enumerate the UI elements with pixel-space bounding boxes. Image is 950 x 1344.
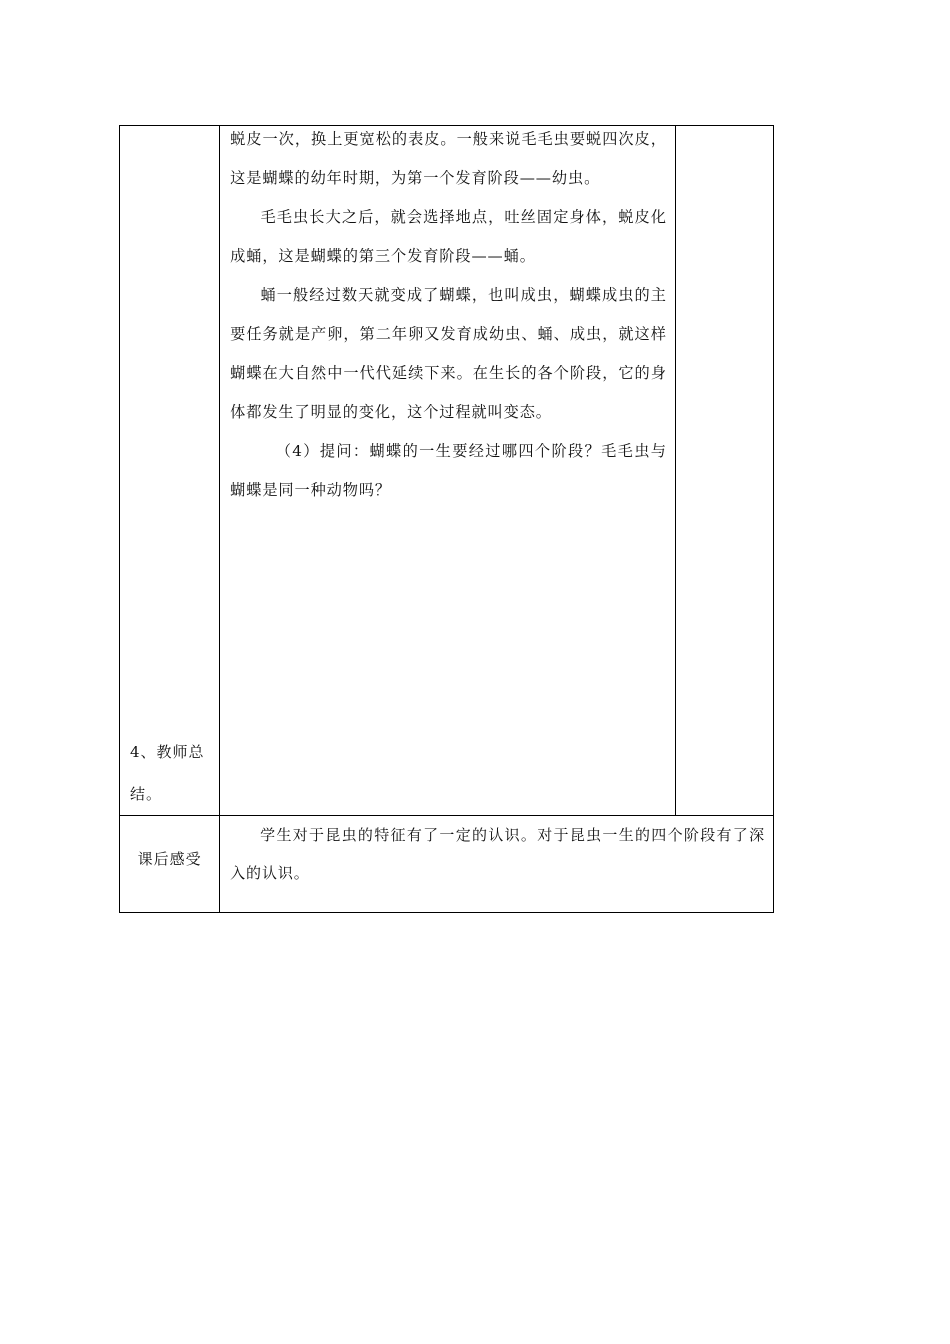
reflection-text: 学生对于昆虫的特征有了一定的认识。对于昆虫一生的四个阶段有了深入的认识。 (230, 826, 765, 882)
lesson-content-cell (220, 126, 676, 816)
content-paragraph-question: （4）提问：蝴蝶的一生要经过哪四个阶段？毛毛虫与蝴蝶是同一种动物吗？ (230, 442, 667, 499)
content-paragraph-larva: 蜕皮一次，换上更宽松的表皮。一般来说毛毛虫要蜕四次皮，这是蝴蝶的幼年时期，为第一个发育阶段——幼虫。 (230, 130, 667, 187)
lesson-plan-table (119, 125, 774, 913)
reflection-row (120, 816, 774, 913)
notes-cell (675, 126, 773, 816)
reflection-content-cell (220, 816, 774, 913)
content-paragraph-pupa: 毛毛虫长大之后，就会选择地点，吐丝固定身体，蜕皮化成蛹，这是蝴蝶的第三个发育阶段——蛹。 (230, 208, 667, 265)
teacher-summary-label: 4、教师总结。 (130, 743, 205, 803)
teaching-process-row (120, 126, 774, 816)
step-label-cell (120, 126, 220, 816)
reflection-label: 课后感受 (120, 816, 220, 913)
content-paragraph-adult: 蛹一般经过数天就变成了蝴蝶，也叫成虫，蝴蝶成虫的主要任务就是产卵，第二年卵又发育成幼虫、蛹、成虫，就这样蝴蝶在大自然中一代代延续下来。在生长的各个阶段，它的身体都发生了明显的变化，这个过程就叫变态。 (230, 286, 667, 421)
